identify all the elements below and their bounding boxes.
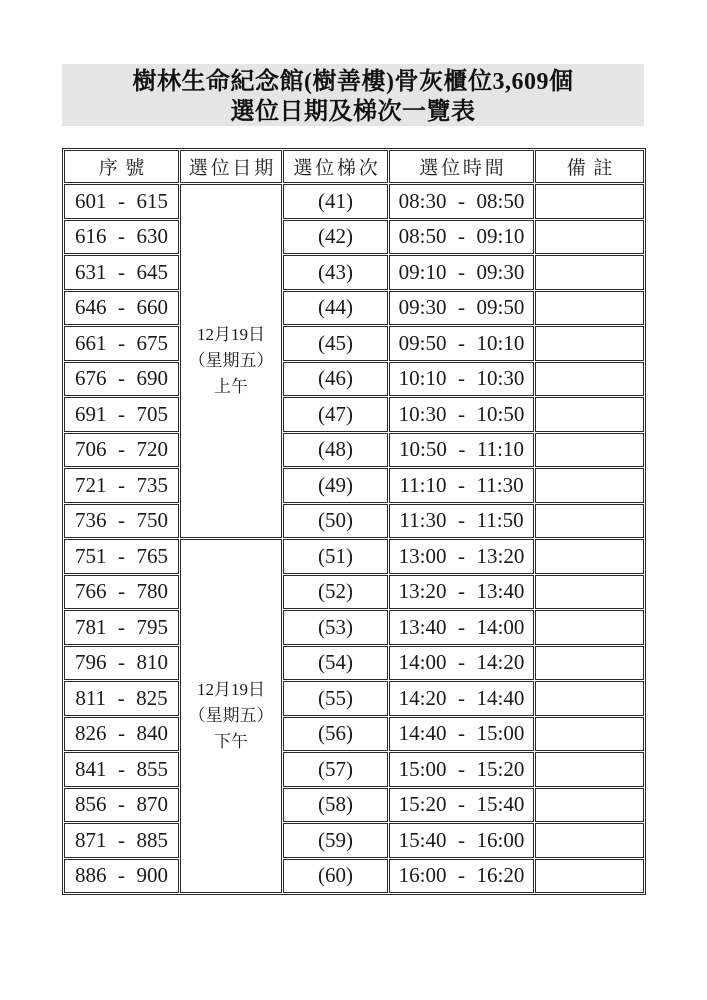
table-row — [64, 788, 644, 823]
time-slot: 10:50 - 11:10 — [389, 433, 534, 468]
table-row — [64, 504, 644, 539]
table-row — [64, 610, 644, 645]
serial-range: 736 - 750 — [64, 504, 179, 539]
note-cell — [535, 397, 644, 432]
batch-number: (45) — [283, 326, 388, 361]
time-slot: 08:30 - 08:50 — [389, 184, 534, 219]
note-cell — [535, 752, 644, 787]
note-cell — [535, 859, 644, 894]
note-cell — [535, 539, 644, 574]
note-cell — [535, 646, 644, 681]
header-note: 備註 — [535, 150, 644, 183]
batch-number: (59) — [283, 823, 388, 858]
title-line-1: 樹林生命紀念館(樹善樓)骨灰櫃位3,609個 — [132, 69, 574, 95]
serial-range: 841 - 855 — [64, 752, 179, 787]
time-slot: 11:10 - 11:30 — [389, 468, 534, 503]
batch-number: (56) — [283, 717, 388, 752]
serial-range: 676 - 690 — [64, 362, 179, 397]
serial-range: 616 - 630 — [64, 220, 179, 255]
batch-number: (55) — [283, 681, 388, 716]
serial-range: 751 - 765 — [64, 539, 179, 574]
batch-number: (53) — [283, 610, 388, 645]
time-slot: 11:30 - 11:50 — [389, 504, 534, 539]
batch-number: (52) — [283, 575, 388, 610]
table-row — [64, 220, 644, 255]
note-cell — [535, 291, 644, 326]
batch-number: (41) — [283, 184, 388, 219]
time-slot: 15:20 - 15:40 — [389, 788, 534, 823]
note-cell — [535, 326, 644, 361]
time-slot: 09:50 - 10:10 — [389, 326, 534, 361]
note-cell — [535, 717, 644, 752]
time-slot: 08:50 - 09:10 — [389, 220, 534, 255]
serial-range: 871 - 885 — [64, 823, 179, 858]
table-row — [64, 362, 644, 397]
table-row — [64, 646, 644, 681]
serial-range: 856 - 870 — [64, 788, 179, 823]
note-cell — [535, 610, 644, 645]
session-weekday: （星期五） — [188, 706, 274, 725]
session-morning-cell — [180, 184, 282, 538]
batch-number: (54) — [283, 646, 388, 681]
batch-number: (49) — [283, 468, 388, 503]
serial-range: 601 - 615 — [64, 184, 179, 219]
title-line-2: 選位日期及梯次一覽表 — [230, 99, 476, 125]
time-slot: 09:10 - 09:30 — [389, 255, 534, 290]
time-slot: 10:30 - 10:50 — [389, 397, 534, 432]
time-slot: 15:40 - 16:00 — [389, 823, 534, 858]
note-cell — [535, 823, 644, 858]
table-row — [64, 859, 644, 894]
serial-range: 766 - 780 — [64, 575, 179, 610]
table-row — [64, 681, 644, 716]
batch-number: (42) — [283, 220, 388, 255]
time-slot: 13:00 - 13:20 — [389, 539, 534, 574]
batch-number: (60) — [283, 859, 388, 894]
table-row — [64, 575, 644, 610]
table-row — [64, 752, 644, 787]
batch-number: (43) — [283, 255, 388, 290]
session-date: 12月19日 — [197, 680, 265, 699]
header-date: 選位日期 — [180, 150, 282, 183]
time-slot: 14:20 - 14:40 — [389, 681, 534, 716]
table-row — [64, 184, 644, 219]
note-cell — [535, 681, 644, 716]
note-cell — [535, 362, 644, 397]
table-row — [64, 397, 644, 432]
header-serial: 序號 — [64, 150, 179, 183]
serial-range: 661 - 675 — [64, 326, 179, 361]
schedule-table — [62, 148, 646, 895]
batch-number: (47) — [283, 397, 388, 432]
schedule-body — [64, 184, 644, 893]
table-row — [64, 717, 644, 752]
table-row — [64, 291, 644, 326]
time-slot: 10:10 - 10:30 — [389, 362, 534, 397]
table-row — [64, 326, 644, 361]
serial-range: 811 - 825 — [64, 681, 179, 716]
table-row — [64, 433, 644, 468]
table-row — [64, 468, 644, 503]
document-title — [62, 64, 644, 126]
time-slot: 13:40 - 14:00 — [389, 610, 534, 645]
time-slot: 09:30 - 09:50 — [389, 291, 534, 326]
table-row — [64, 539, 644, 574]
serial-range: 691 - 705 — [64, 397, 179, 432]
time-slot: 15:00 - 15:20 — [389, 752, 534, 787]
batch-number: (51) — [283, 539, 388, 574]
serial-range: 721 - 735 — [64, 468, 179, 503]
session-period: 下午 — [214, 732, 248, 751]
note-cell — [535, 433, 644, 468]
serial-range: 706 - 720 — [64, 433, 179, 468]
session-weekday: （星期五） — [188, 351, 274, 370]
session-afternoon-cell — [180, 539, 282, 893]
time-slot: 14:00 - 14:20 — [389, 646, 534, 681]
session-period: 上午 — [214, 377, 248, 396]
serial-range: 886 - 900 — [64, 859, 179, 894]
session-date: 12月19日 — [197, 325, 265, 344]
batch-number: (46) — [283, 362, 388, 397]
header-time: 選位時間 — [389, 150, 534, 183]
header-row — [64, 150, 644, 183]
note-cell — [535, 504, 644, 539]
serial-range: 781 - 795 — [64, 610, 179, 645]
batch-number: (44) — [283, 291, 388, 326]
serial-range: 646 - 660 — [64, 291, 179, 326]
table-row — [64, 823, 644, 858]
header-batch: 選位梯次 — [283, 150, 388, 183]
serial-range: 631 - 645 — [64, 255, 179, 290]
serial-range: 796 - 810 — [64, 646, 179, 681]
time-slot: 16:00 - 16:20 — [389, 859, 534, 894]
time-slot: 14:40 - 15:00 — [389, 717, 534, 752]
note-cell — [535, 255, 644, 290]
note-cell — [535, 468, 644, 503]
note-cell — [535, 220, 644, 255]
note-cell — [535, 575, 644, 610]
batch-number: (50) — [283, 504, 388, 539]
note-cell — [535, 788, 644, 823]
batch-number: (57) — [283, 752, 388, 787]
note-cell — [535, 184, 644, 219]
batch-number: (58) — [283, 788, 388, 823]
table-row — [64, 255, 644, 290]
batch-number: (48) — [283, 433, 388, 468]
serial-range: 826 - 840 — [64, 717, 179, 752]
time-slot: 13:20 - 13:40 — [389, 575, 534, 610]
